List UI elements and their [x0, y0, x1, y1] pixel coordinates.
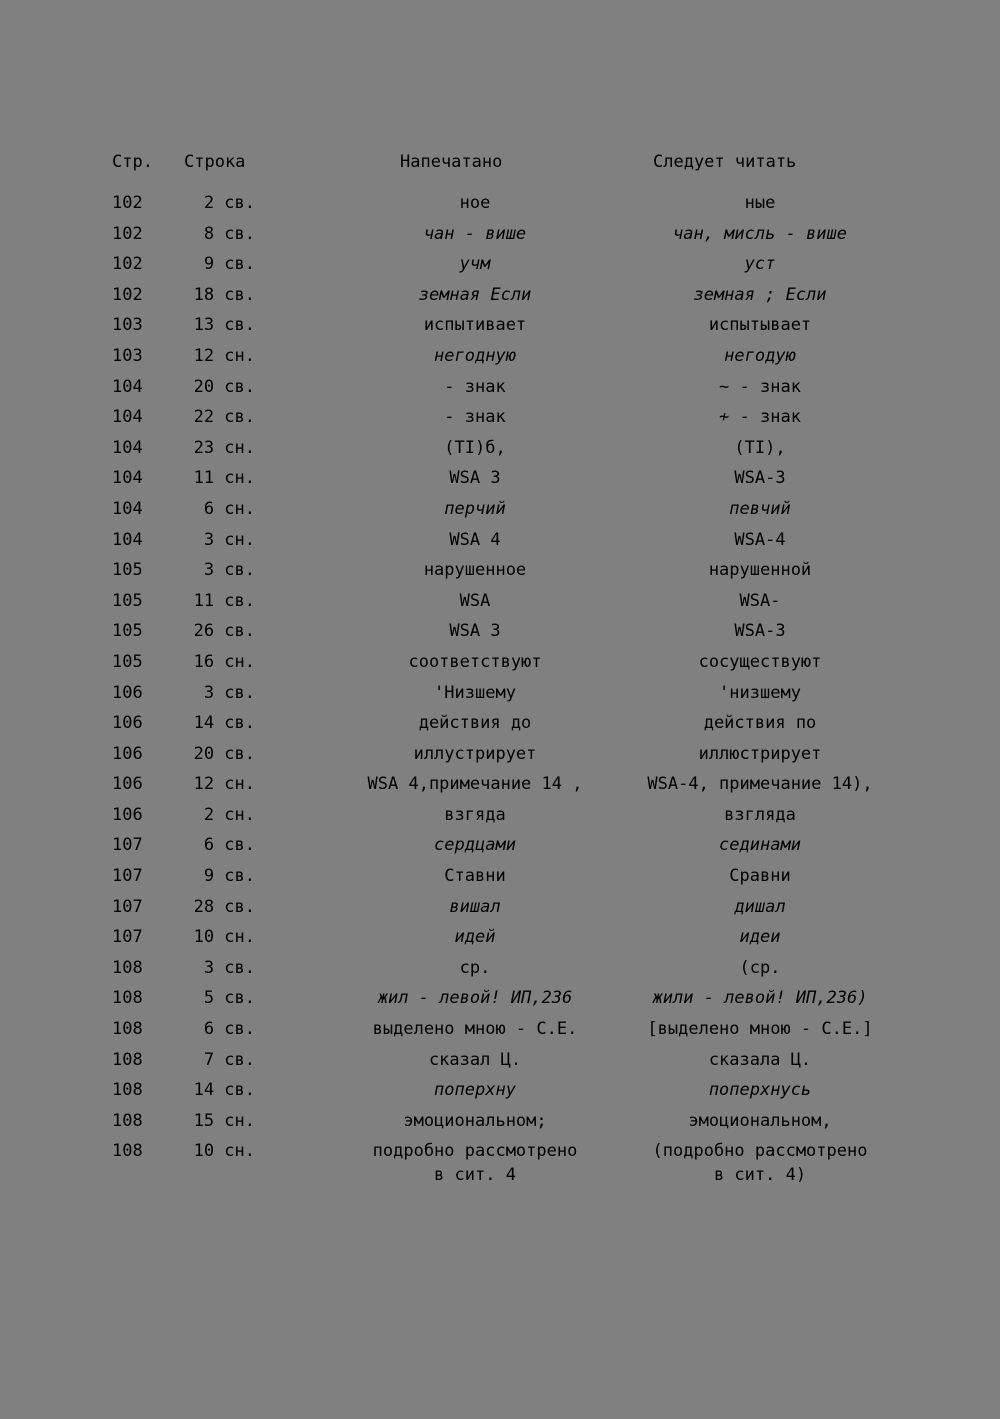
table-row: [0, 283, 1000, 314]
row-page: 108: [112, 1141, 143, 1162]
row-printed: жил - левой! ИП,236: [377, 988, 573, 1009]
row-printed: 'Низшему: [434, 682, 516, 703]
row-correct: 'низшему: [719, 682, 801, 703]
table-row: [0, 344, 1000, 375]
row-page: 106: [112, 774, 143, 795]
row-line: 10 сн.: [193, 927, 255, 948]
row-line: 20 св.: [193, 743, 255, 764]
row-page: 107: [112, 896, 143, 917]
table-row: [0, 222, 1000, 253]
row-correct: WSA-3: [734, 468, 786, 489]
table-row: [0, 497, 1000, 528]
row-printed: сердцами: [434, 835, 516, 856]
row-page: 104: [112, 376, 143, 397]
table-row: [0, 1078, 1000, 1109]
row-page: 104: [112, 498, 143, 519]
row-page: 104: [112, 529, 143, 550]
row-printed: WSA: [459, 590, 491, 611]
row-line: 6 сн.: [203, 498, 255, 519]
row-line: 22 св.: [193, 407, 255, 428]
row-printed: иллустрирует: [413, 743, 537, 764]
table-row: [0, 1017, 1000, 1048]
row-correct: ные: [744, 193, 776, 213]
row-printed: поперхну: [434, 1080, 516, 1101]
header-line: Строка: [184, 152, 246, 172]
row-correct: жили - левой! ИП,236): [652, 988, 868, 1009]
table-row: [0, 589, 1000, 620]
table-row: [0, 191, 1000, 222]
row-correct: (ср.: [739, 957, 781, 978]
table-row: [0, 1139, 1000, 1189]
row-printed: подробно рассмотрено в сит. 4: [372, 1141, 578, 1186]
row-printed: учм: [459, 254, 491, 275]
row-printed: - знак: [444, 376, 506, 397]
row-line: 16 сн.: [193, 651, 255, 672]
row-correct: ≁ - знак: [719, 407, 801, 428]
row-line: 6 св.: [203, 835, 255, 856]
row-line: 2 сн.: [203, 804, 255, 825]
table-row: [0, 650, 1000, 681]
row-correct: земная ; Если: [693, 284, 827, 305]
row-page: 107: [112, 835, 143, 856]
row-page: 102: [112, 254, 143, 275]
row-page: 102: [112, 193, 143, 213]
row-correct: WSA-4: [734, 529, 786, 550]
row-page: 105: [112, 621, 143, 642]
header-printed: Напечатано: [400, 152, 503, 172]
row-line: 23 сн.: [193, 437, 255, 458]
row-line: 6 св.: [203, 1019, 255, 1040]
table-row: [0, 864, 1000, 895]
row-line: 14 св.: [193, 713, 255, 734]
row-line: 14 св.: [193, 1080, 255, 1101]
table-row: [0, 711, 1000, 742]
row-page: 108: [112, 1080, 143, 1101]
row-line: 9 св.: [203, 254, 255, 275]
table-row: [0, 466, 1000, 497]
row-line: 15 сн.: [193, 1110, 255, 1131]
row-correct: нарушенной: [708, 560, 812, 581]
table-row: [0, 956, 1000, 987]
row-line: 12 сн.: [193, 345, 255, 366]
errata-table: [0, 191, 1000, 1189]
row-printed: перчий: [444, 498, 506, 519]
row-correct: идеи: [739, 927, 781, 948]
row-printed: негодную: [434, 345, 516, 366]
row-page: 108: [112, 988, 143, 1009]
row-line: 11 св.: [193, 590, 255, 611]
table-row: [0, 1109, 1000, 1140]
row-correct: (TI),: [734, 437, 786, 458]
row-line: 3 св.: [203, 560, 255, 581]
row-line: 9 св.: [203, 866, 255, 887]
header-page: Стр.: [112, 152, 153, 172]
row-printed: WSA 3: [449, 468, 501, 489]
table-row: [0, 558, 1000, 589]
row-correct: ~ - знак: [719, 376, 801, 397]
table-row: [0, 1048, 1000, 1079]
row-printed: сказал Ц.: [428, 1049, 522, 1070]
row-correct: (подробно рассмотрено в сит. 4): [652, 1141, 868, 1186]
row-page: 106: [112, 804, 143, 825]
table-row: [0, 803, 1000, 834]
row-page: 105: [112, 651, 143, 672]
row-correct: сединами: [719, 835, 801, 856]
row-printed: вишал: [449, 896, 501, 917]
row-correct: испытывает: [708, 315, 812, 336]
header-correct: Следует читать: [653, 152, 797, 172]
row-printed: Ставни: [444, 866, 506, 887]
row-printed: - знак: [444, 407, 506, 428]
row-line: 10 сн.: [193, 1141, 255, 1162]
row-printed: соответствуют: [408, 651, 542, 672]
row-correct: чан, мисль - више: [673, 223, 847, 244]
table-row: [0, 528, 1000, 559]
row-printed: нарушенное: [423, 560, 527, 581]
row-page: 104: [112, 468, 143, 489]
row-printed: эмоциональном;: [403, 1110, 547, 1131]
row-page: 103: [112, 345, 143, 366]
row-line: 26 св.: [193, 621, 255, 642]
row-line: 12 сн.: [193, 774, 255, 795]
table-row: [0, 619, 1000, 650]
row-correct: певчий: [729, 498, 791, 519]
row-page: 107: [112, 866, 143, 887]
row-correct: действия по: [703, 713, 817, 734]
row-correct: Сравни: [729, 866, 791, 887]
row-printed: выделено мною - С.Е.: [372, 1019, 578, 1040]
row-printed: испытивает: [423, 315, 527, 336]
row-page: 102: [112, 223, 143, 244]
row-correct: взгляда: [724, 804, 796, 825]
row-page: 106: [112, 682, 143, 703]
row-line: 8 св.: [203, 223, 255, 244]
table-row: [0, 833, 1000, 864]
table-row: [0, 375, 1000, 406]
row-printed: ср.: [459, 957, 491, 978]
table-header: [0, 150, 1000, 178]
table-row: [0, 405, 1000, 436]
row-printed: чан - више: [423, 223, 527, 244]
table-row: [0, 986, 1000, 1017]
row-printed: WSA 3: [449, 621, 501, 642]
row-printed: WSA 4,примечание 14 ,: [367, 774, 583, 795]
row-page: 104: [112, 407, 143, 428]
row-page: 103: [112, 315, 143, 336]
row-line: 3 св.: [203, 682, 255, 703]
row-line: 11 сн.: [193, 468, 255, 489]
row-correct: сосуществуют: [698, 651, 822, 672]
row-printed: идей: [454, 927, 496, 948]
row-printed: WSA 4: [449, 529, 501, 550]
row-printed: (TI)б,: [444, 437, 506, 458]
row-correct: WSA-3: [734, 621, 786, 642]
row-line: 3 сн.: [203, 529, 255, 550]
row-correct: уст: [744, 254, 776, 275]
row-page: 105: [112, 590, 143, 611]
row-correct: WSA-4, примечание 14),: [647, 774, 873, 795]
table-row: [0, 436, 1000, 467]
row-correct: поперхнусь: [708, 1080, 812, 1101]
table-row: [0, 313, 1000, 344]
row-line: 7 св.: [203, 1049, 255, 1070]
row-printed: действия до: [418, 713, 532, 734]
table-row: [0, 252, 1000, 283]
row-correct: иллюстрирует: [698, 743, 822, 764]
table-row: [0, 772, 1000, 803]
row-printed: взгяда: [444, 804, 506, 825]
row-correct: эмоциональном,: [688, 1110, 832, 1131]
row-page: 106: [112, 713, 143, 734]
row-line: 28 св.: [193, 896, 255, 917]
table-row: [0, 681, 1000, 712]
row-page: 106: [112, 743, 143, 764]
row-printed: ное: [459, 193, 491, 213]
table-row: [0, 742, 1000, 773]
row-correct: WSA-: [739, 590, 781, 611]
row-correct: негодую: [724, 345, 796, 366]
row-line: 20 св.: [193, 376, 255, 397]
row-page: 108: [112, 1019, 143, 1040]
table-row: [0, 895, 1000, 926]
row-page: 104: [112, 437, 143, 458]
row-line: 2 св.: [203, 193, 255, 213]
row-page: 108: [112, 1110, 143, 1131]
row-correct: [выделено мною - С.Е.]: [647, 1019, 873, 1040]
row-page: 107: [112, 927, 143, 948]
row-page: 105: [112, 560, 143, 581]
row-printed: земная Если: [418, 284, 532, 305]
row-page: 108: [112, 957, 143, 978]
row-line: 5 св.: [203, 988, 255, 1009]
row-line: 18 св.: [193, 284, 255, 305]
row-page: 108: [112, 1049, 143, 1070]
row-line: 3 св.: [203, 957, 255, 978]
table-row: [0, 925, 1000, 956]
row-page: 102: [112, 284, 143, 305]
row-correct: сказала Ц.: [708, 1049, 812, 1070]
row-line: 13 св.: [193, 315, 255, 336]
row-correct: дишал: [734, 896, 786, 917]
